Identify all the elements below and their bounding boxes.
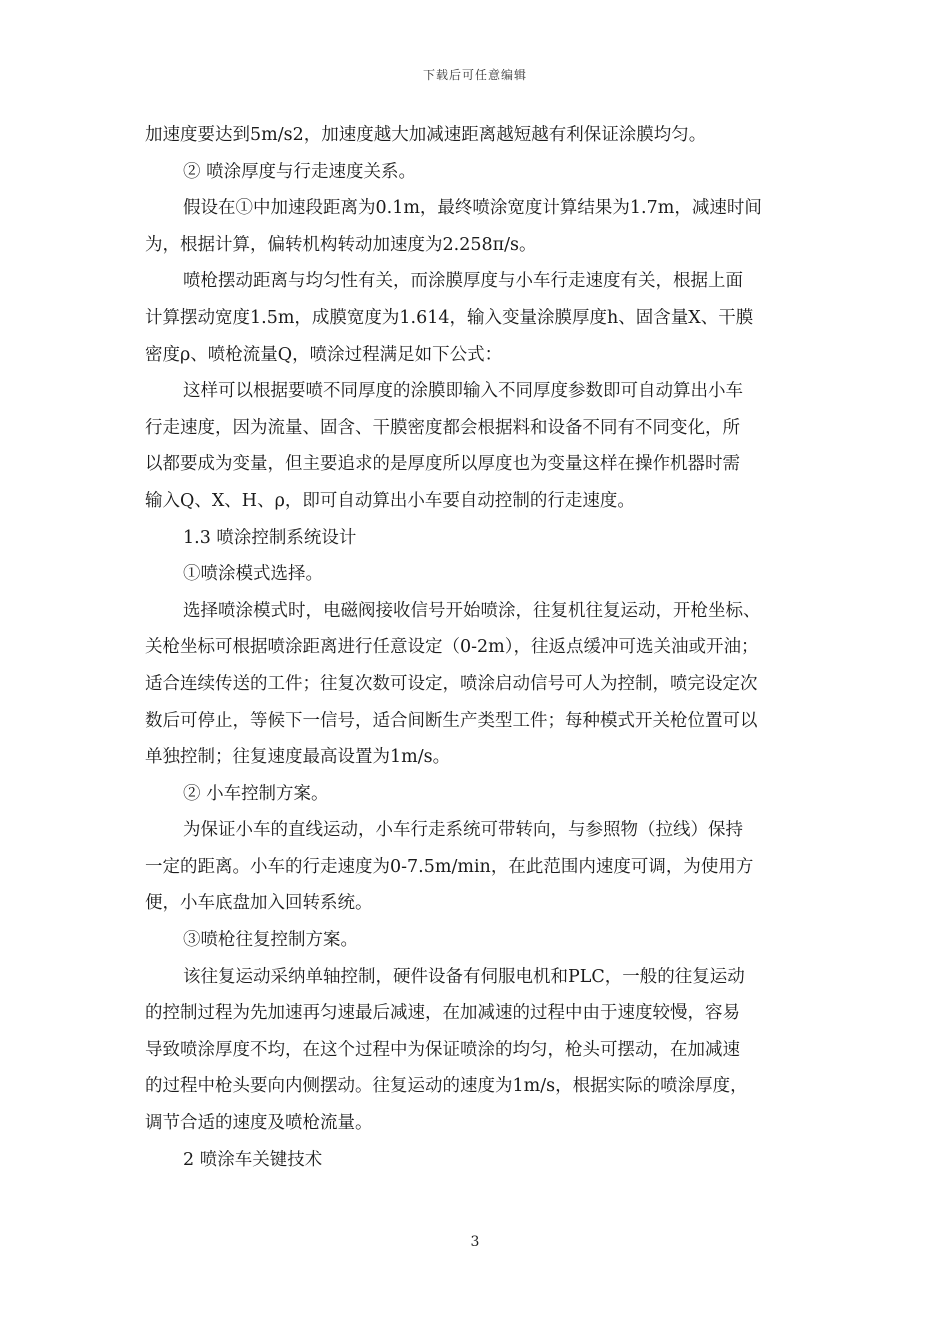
text-line: 密度ρ、喷枪流量Q，喷涂过程满足如下公式：	[145, 344, 503, 365]
text-line: 选择喷涂模式时，电磁阀接收信号开始喷涂，往复机往复运动，开枪坐标、	[183, 600, 761, 621]
text-line: 调节合适的速度及喷枪流量。	[145, 1113, 373, 1134]
text-line: 的过程中枪头要向内侧摆动。往复运动的速度为1m/s，根据实际的喷涂厚度，	[145, 1076, 748, 1097]
text-line: 适合连续传送的工件；往复次数可设定，喷涂启动信号可人为控制，喷完设定次	[145, 673, 758, 694]
text-line: 便，小车底盘加入回转系统。	[145, 893, 373, 914]
text-line: 为，根据计算，偏转机构转动加速度为2.258π/s。	[145, 234, 537, 255]
text-line: 数后可停止，等候下一信号，适合间断生产类型工件；每种模式开关枪位置可以	[145, 710, 758, 731]
text-line: 1.3 喷涂控制系统设计	[183, 527, 357, 548]
text-line: 单独控制；往复速度最高设置为1m/s。	[145, 747, 451, 768]
text-line: 行走速度，因为流量、固含、干膜密度都会根据料和设备不同有不同变化，所	[145, 417, 740, 438]
text-line: ② 小车控制方案。	[183, 783, 329, 804]
text-line: 该往复运动采纳单轴控制，硬件设备有伺服电机和PLC，一般的往复运动	[183, 966, 745, 987]
page-number: 3	[470, 1234, 480, 1250]
text-line: 输入Q、X、H、ρ，即可自动算出小车要自动控制的行走速度。	[145, 490, 635, 511]
text-line: 为保证小车的直线运动，小车行走系统可带转向，与参照物（拉线）保持	[183, 820, 743, 841]
text-line: 假设在①中加速段距离为0.1m，最终喷涂宽度计算结果为1.7m，减速时间	[183, 198, 762, 219]
text-line: 关枪坐标可根据喷涂距离进行任意设定（0-2m），往返点缓冲可选关油或开油；	[145, 637, 759, 658]
text-line: 以都要成为变量，但主要追求的是厚度所以厚度也为变量这样在操作机器时需	[145, 454, 740, 475]
document-body	[145, 117, 810, 1178]
text-line: ①喷涂模式选择。	[183, 564, 323, 585]
text-line: 一定的距离。小车的行走速度为0-7.5m/min，在此范围内速度可调，为使用方	[145, 856, 754, 877]
text-line: 加速度要达到5m/s2，加速度越大加减速距离越短越有利保证涂膜均匀。	[145, 125, 707, 145]
text-line: 导致喷涂厚度不均，在这个过程中为保证喷涂的均匀，枪头可摆动，在加减速	[145, 1039, 740, 1060]
text-line: 这样可以根据要喷不同厚度的涂膜即输入不同厚度参数即可自动算出小车	[183, 381, 743, 402]
text-line: 喷枪摆动距离与均匀性有关，而涂膜厚度与小车行走速度有关，根据上面	[183, 271, 743, 292]
text-line: 2 喷涂车关键技术	[183, 1149, 323, 1170]
text-line: ② 喷涂厚度与行走速度关系。	[183, 161, 417, 182]
page-header: 下载后可任意编辑	[422, 68, 527, 82]
text-line: 计算摆动宽度1.5m，成膜宽度为1.614，输入变量涂膜厚度h、固含量X、干膜	[145, 307, 754, 328]
text-line: 的控制过程为先加速再匀速最后减速，在加减速的过程中由于速度较慢，容易	[145, 1003, 740, 1024]
text-line: ③喷枪往复控制方案。	[183, 930, 358, 951]
